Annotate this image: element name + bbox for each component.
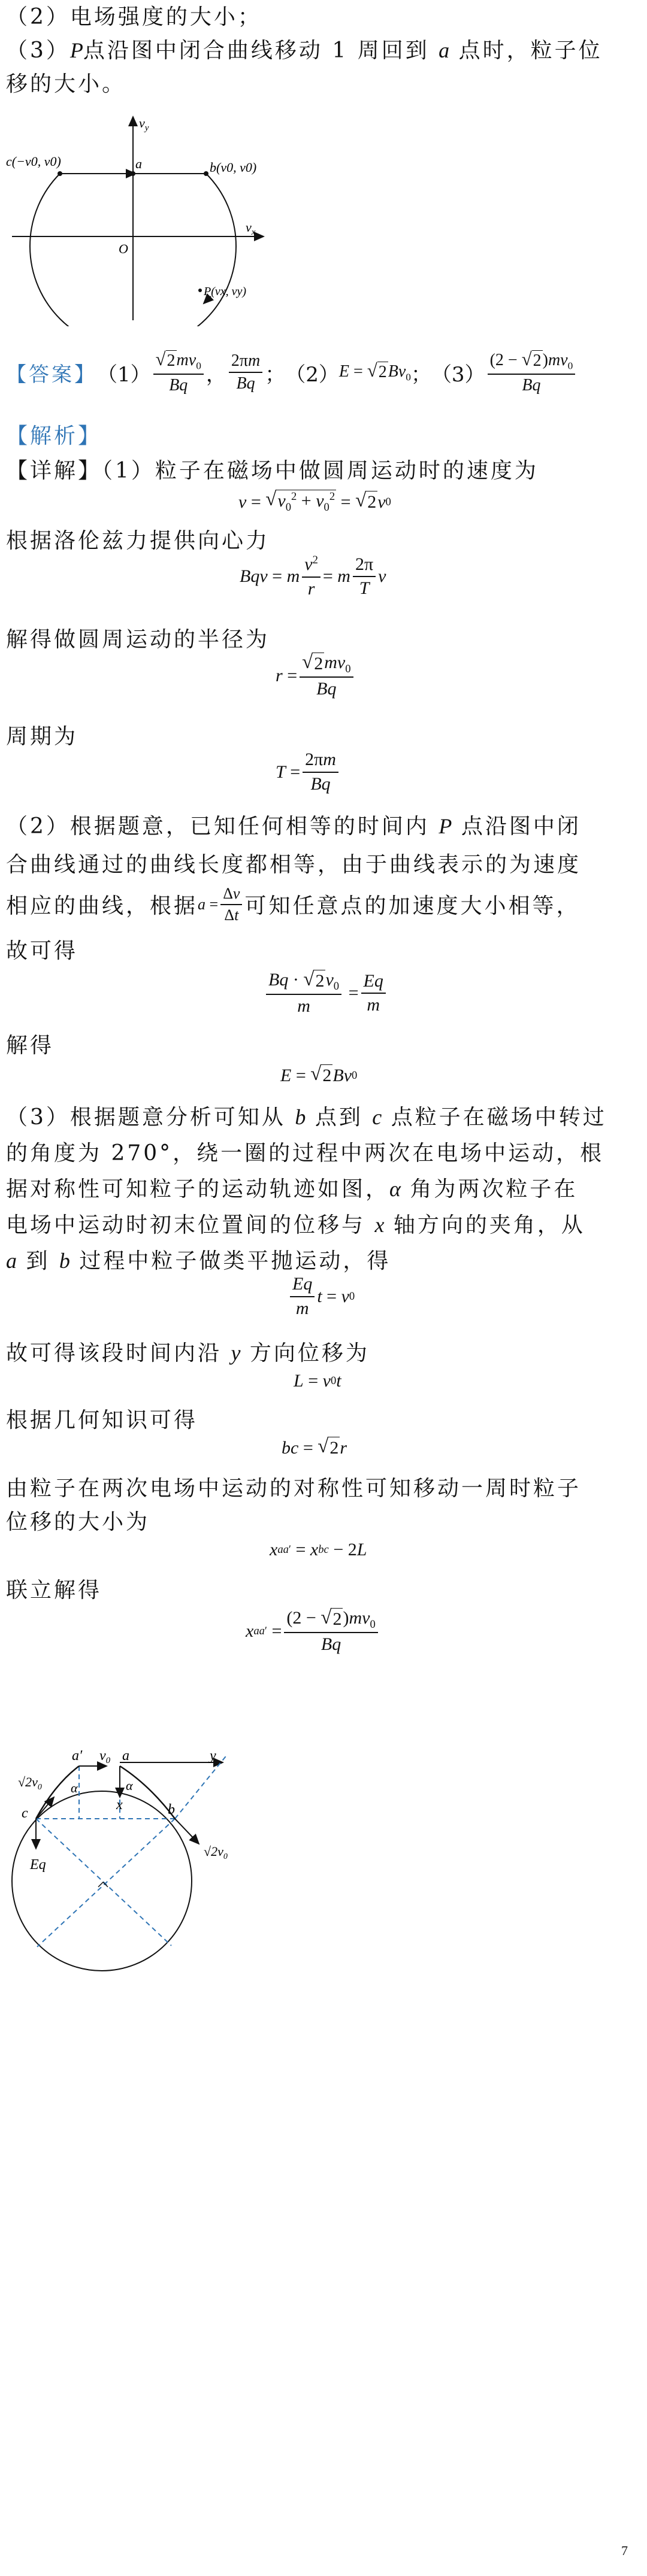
detail-line-15: 故可得该段时间内沿 y 方向位移为 [6,1341,370,1366]
detail-line-19: 联立解得 [6,1578,102,1603]
answer-tag: 【答案】 [6,362,97,387]
vy-label: $v_y$ [139,116,149,133]
detail-line-7: 相应的曲线，根据 a = $\frac{\Delta v}{\Delta t}$ 可知任意点的加速度大小相等， [6,885,581,924]
detail-line-5: （2）根据题意，已知任何相等的时间内 P 点沿图中闭 [6,814,581,839]
detail-line-16: 根据几何知识可得 [6,1408,198,1433]
eq-label: Eq [30,1857,46,1873]
a-label: a [135,156,142,171]
c-label2: c [22,1806,28,1821]
eq-xaa: x aa′ = x bc − 2 L [270,1540,367,1559]
detail-line-6: 合曲线通过的曲线长度都相等，由于曲线表示的为速度 [6,852,582,877]
point-a [131,171,135,176]
point-c [58,171,62,176]
a-label2: a [122,1748,129,1764]
b-label: b(v0, v0) [210,160,257,175]
eq-radius: r = √ 2 $mv_0$ Bq [276,653,356,700]
detail-line-10: （3）根据题意分析可知从 b 点到 c 点粒子在磁场中转过 [6,1105,607,1130]
eq-e-result: E = √ 2 Bv 0 [280,1063,358,1085]
detail-line-8: 故可得 [6,939,78,963]
detail-line-11: 的角度为 270°，绕一圈的过程中两次在电场中运动，根 [6,1141,604,1166]
sqrt2v0-right: $√2v_0$ [204,1844,228,1861]
velocity-hodograph-figure [0,105,276,326]
question-3-line1: （3）P点沿图中闭合曲线移动 1 周回到 a 点时，粒子位 [6,38,603,63]
c-label: c(−v0, v0) [6,154,61,169]
eq-final: x aa′ = (2 − √ 2 )$mv_0$ Bq [246,1608,380,1655]
b-label2: b [168,1802,175,1818]
eq-speed: v = √ $v_0^2 + v_0^2$ = √ 2 v 0 [238,489,391,514]
question-2: （2）电场强度的大小； [6,5,262,29]
detail-line-17: 由粒子在两次电场中运动的对称性可知移动一周时粒子 [6,1476,582,1501]
detail-line-4: 周期为 [6,724,78,749]
p-label: P(vx, vy) [204,285,247,298]
eq-displacement: L = v 0 t [294,1371,341,1391]
detail-line-9: 解得 [6,1033,55,1058]
origin-label: O [119,241,128,256]
eq-bc: bc = √ 2 r [282,1436,347,1458]
detail-line-3: 解得做圆周运动的半径为 [6,627,270,652]
detail-line-14: a 到 b 过程中粒子做类平抛运动，得 [6,1249,391,1273]
point-b [204,171,208,176]
eq-time: $\frac{Eq}{m}$ t = v 0 [288,1274,355,1319]
a-prime-label: a′ [72,1748,83,1764]
y-label: y [210,1748,216,1764]
detail-line-1: 【详解】（1）粒子在磁场中做圆周运动时的速度为 [6,459,539,483]
analysis-tag: 【解析】 [6,424,102,448]
page-number: 7 [621,2543,630,2558]
eq-lorentz: Bqv = m $\frac{v^2}{r}$ = m $\frac{2\pi}{T}$ v [240,554,386,599]
detail-line-18: 位移的大小为 [6,1510,150,1534]
x-label: x [116,1797,123,1813]
question-3-line2: 移的大小。 [6,72,126,96]
v0-label: $v_0$ [99,1748,111,1765]
eq-period: T = $\frac{2\pi m}{Bq}$ [276,750,341,794]
detail-line-13: 电场中运动时初末位置间的位移与 x 轴方向的夹角，从 [6,1213,585,1237]
sqrt2v0-left: $√2v_0$ [18,1774,42,1792]
answer-line: 【答案】 （1） √ 2 $mv_0$ Bq ， $\frac{2\pi m}{Bq}$ ； （2） E = √ 2 $Bv_0$ ； （3） (2 − √ 2 )$mv_0$ Bq [6,350,578,395]
eq-field: Bq · √ 2 $v_0$ m = $\frac{Eq}{m}$ [264,970,388,1017]
alpha-label-right: α [126,1778,133,1793]
trajectory-figure [0,1730,252,1982]
detail-line-12: 据对称性可知粒子的运动轨迹如图，α 角为两次粒子在 [6,1177,578,1201]
detail-line-2: 根据洛伦兹力提供向心力 [6,529,270,553]
vx-label: $v_x$ [246,220,256,237]
alpha-label-left: α [71,1780,78,1795]
point-p [198,289,202,292]
